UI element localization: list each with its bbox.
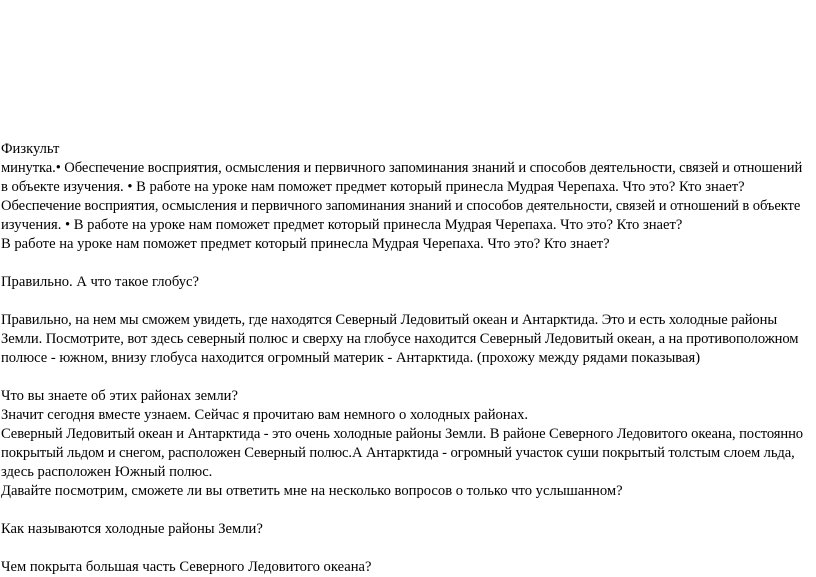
text-line: полюсе - южном, внизу глобуса находится огромный материк - Антарктида. (прохожу между рядами показывая) (1, 350, 701, 366)
text-line-heading: Физкульт (1, 141, 60, 157)
text-line: Земли. Посмотрите, вот здесь северный полюс и сверху на глобусе находится Северный Ледовитый океан, а на противоположном (1, 331, 799, 347)
blank-line (1, 254, 815, 273)
text-line: Значит сегодня вместе узнаем. Сейчас я прочитаю вам немного о холодных районах. (1, 407, 529, 423)
text-line: Обеспечение восприятия, осмысления и первичного запоминания знаний и способов деятельности, связей и отношений в объекте (1, 198, 801, 214)
text-line: Как называются холодные районы Земли? (1, 521, 263, 537)
blank-line (1, 539, 815, 558)
text-line: покрытый льдом и снегом, расположен Северный полюс.А Антарктида - огромный участок суши покрытый толстым слоем льда, (1, 445, 795, 461)
text-line: Что вы знаете об этих районах земли? (1, 388, 238, 404)
blank-line (1, 292, 815, 311)
blank-line (1, 501, 815, 520)
text-line: Правильно, на нем мы сможем увидеть, где находятся Северный Ледовитый океан и Антарктида. Это и есть холодные районы (1, 312, 778, 328)
text-line: Северный Ледовитый океан и Антарктида - это очень холодные районы Земли. В районе Северного Ледовитого океана, постоянно (1, 426, 803, 442)
text-line: В работе на уроке нам поможет предмет который принесла Мудрая Черепаха. Что это? Кто знает? (1, 236, 610, 252)
text-line: Давайте посмотрим, сможете ли вы ответить мне на несколько вопросов о только что услышанном? (1, 483, 623, 499)
text-line: здесь расположен Южный полюс. (1, 464, 213, 480)
text-line: Правильно. А что такое глобус? (1, 274, 199, 290)
document-body (1, 140, 815, 577)
text-line: в объекте изучения. • В работе на уроке нам поможет предмет который принесла Мудрая Черепаха. Что это? Кто знает? (1, 179, 745, 195)
text-line: изучения. • В работе на уроке нам поможет предмет который принесла Мудрая Черепаха. Что это? Кто знает? (1, 217, 683, 233)
text-line: Чем покрыта большая часть Северного Ледовитого океана? (1, 559, 372, 575)
blank-line (1, 368, 815, 387)
text-line: минутка.• Обеспечение восприятия, осмысления и первичного запоминания знаний и способов деятельности, связей и отношений (1, 160, 803, 176)
